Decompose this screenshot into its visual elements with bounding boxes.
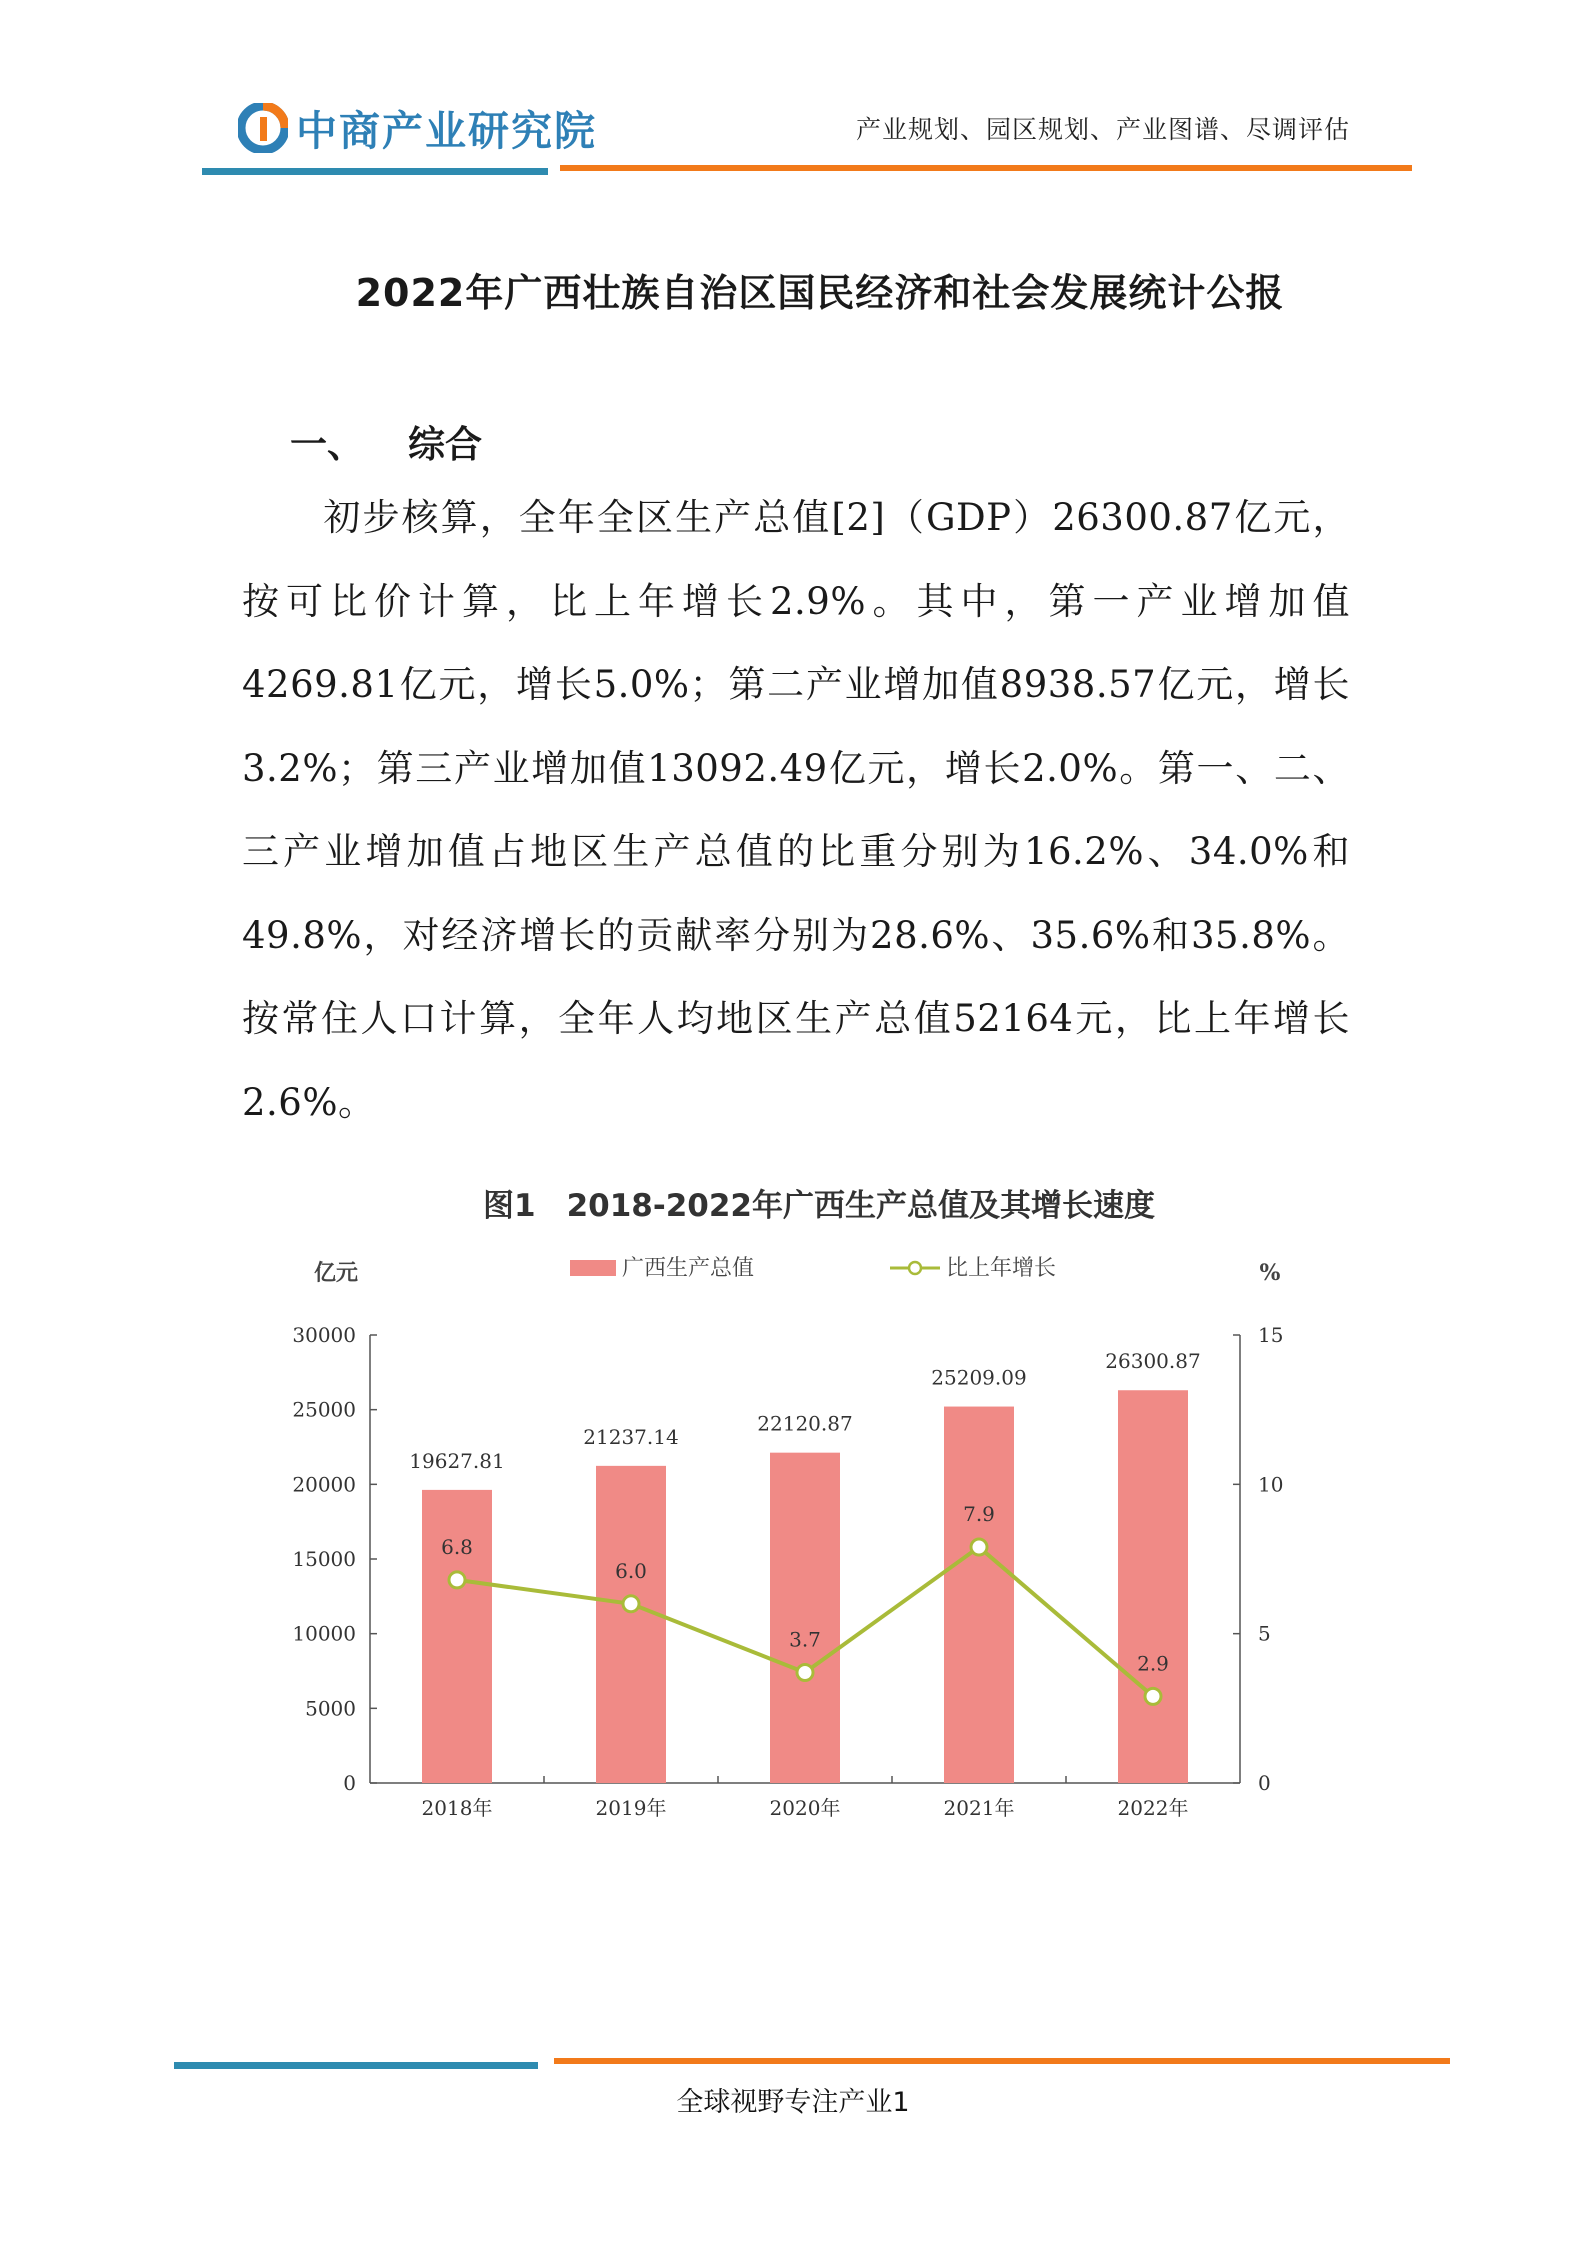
growth-value-label: 6.0: [615, 1558, 647, 1583]
bar-value-label: 22120.87: [757, 1411, 853, 1436]
growth-point: [797, 1664, 813, 1680]
footer-text: 全球视野专注产业1: [676, 2087, 910, 2118]
bar-gdp: [596, 1466, 666, 1783]
bar-value-label: 26300.87: [1105, 1349, 1201, 1374]
x-tick-label: 2018年: [421, 1796, 493, 1820]
bar-gdp: [1118, 1390, 1188, 1783]
body-paragraph: 初步核算，全年全区生产总值[2]（GDP）26300.87亿元，按可比价计算，比上年增长2.9%。其中，第一产业增加值4269.81亿元，增长5.0%；第二产业增加值8938.57亿元，增长3.2%；第三产业增加值13092.49亿元，增长2.0%。第一、二、三产业增加值占地区生产总值的比重分别为16.2%、34.0%和49.8%，对经济增长的贡献率分别为28.6%、35.6%和35.8%。按常住人口计算，全年人均地区生产总值52164元，比上年增长2.6%。: [242, 496, 1350, 1124]
bar-gdp: [770, 1453, 840, 1783]
legend-marker-growth: [909, 1262, 921, 1274]
page-header: [0, 0, 1586, 190]
legend-swatch-gdp: [570, 1260, 616, 1276]
y2-tick-label: 15: [1258, 1323, 1284, 1347]
footer-rule-blue: [174, 2062, 538, 2069]
y2-tick-label: 5: [1258, 1621, 1271, 1646]
growth-value-label: 7.9: [963, 1502, 995, 1527]
bar-value-label: 25209.09: [931, 1365, 1027, 1390]
y2-axis-label: %: [1259, 1260, 1281, 1286]
figure-title: 图1 2018-2022年广西生产总值及其增长速度: [483, 1188, 1155, 1224]
company-logo: [238, 98, 597, 157]
header-rule-blue: [202, 168, 548, 175]
x-tick-label: 2020年: [769, 1796, 841, 1820]
y-tick-label: 10000: [292, 1621, 356, 1646]
y-axis-label: 亿元: [313, 1260, 359, 1286]
logo-text: 中商产业研究院: [296, 107, 597, 155]
bar-value-label: 21237.14: [583, 1424, 679, 1449]
growth-point: [971, 1539, 987, 1555]
y-tick-label: 0: [343, 1771, 356, 1795]
logo-mark-icon: [238, 103, 288, 153]
document-title: 2022年广西壮族自治区国民经济和社会发展统计公报: [355, 271, 1285, 315]
y-tick-label: 30000: [292, 1323, 356, 1347]
y-tick-label: 15000: [292, 1547, 356, 1571]
section-number: 一、: [290, 423, 364, 466]
growth-point: [449, 1572, 465, 1588]
y-tick-label: 20000: [292, 1472, 356, 1497]
gdp-growth-chart: [280, 1240, 1300, 1860]
y-tick-label: 25000: [292, 1397, 356, 1422]
y2-tick-label: 10: [1258, 1472, 1284, 1497]
legend-label-growth: 比上年增长: [946, 1256, 1057, 1281]
header-rule-orange: [560, 165, 1412, 171]
section-title: 综合: [408, 423, 482, 466]
bar-value-label: 19627.81: [409, 1448, 505, 1473]
x-tick-label: 2022年: [1117, 1796, 1189, 1820]
growth-point: [1145, 1688, 1161, 1704]
growth-value-label: 2.9: [1137, 1651, 1169, 1676]
section-heading: [290, 414, 482, 468]
x-tick-label: 2019年: [595, 1796, 667, 1820]
x-tick-label: 2021年: [943, 1796, 1015, 1820]
y-tick-label: 5000: [305, 1696, 356, 1721]
growth-value-label: 6.8: [441, 1534, 473, 1559]
header-tagline: 产业规划、园区规划、产业图谱、尽调评估: [855, 115, 1350, 144]
footer-rule-orange: [554, 2058, 1450, 2064]
bar-gdp: [422, 1490, 492, 1783]
y2-tick-label: 0: [1258, 1771, 1271, 1795]
bar-gdp: [944, 1407, 1014, 1783]
legend-label-gdp: 广西生产总值: [622, 1256, 755, 1281]
growth-point: [623, 1596, 639, 1612]
growth-value-label: 3.7: [789, 1627, 821, 1652]
